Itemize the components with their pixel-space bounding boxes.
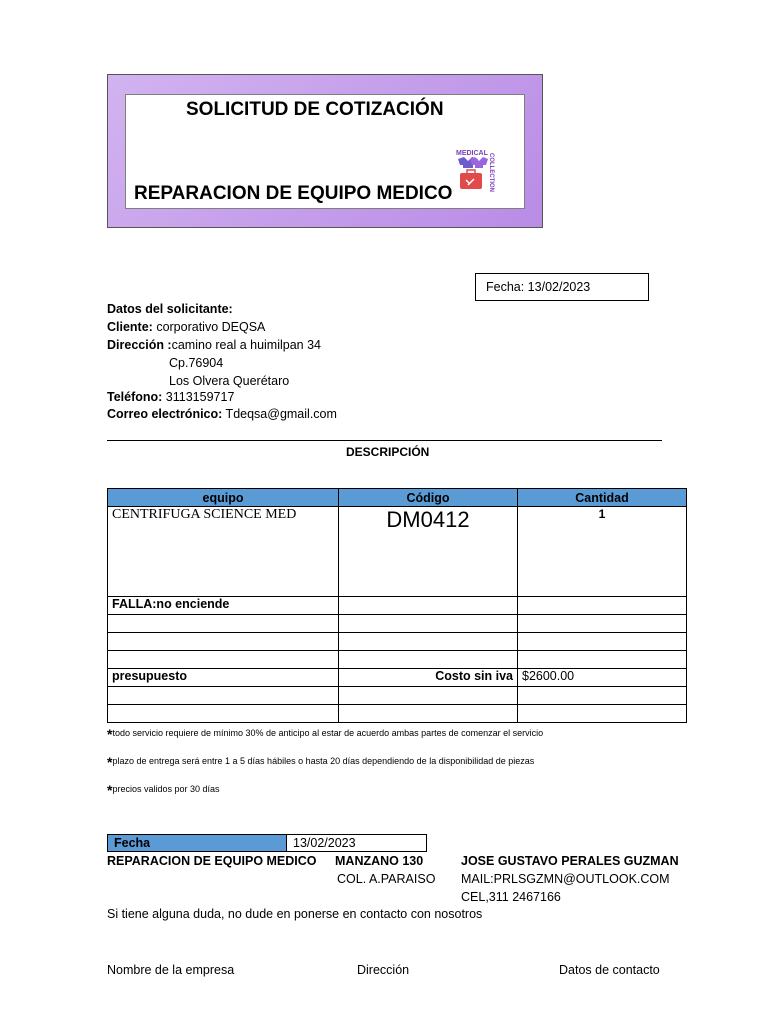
cliente-value: corporativo DEQSA bbox=[152, 320, 266, 334]
note-plazo: *plazo de entrega será entre 1 a 5 días hábiles o hasta 20 días dependiendo de la disponibilidad de piezas bbox=[107, 754, 535, 770]
codigo-cell: DM0412 bbox=[339, 507, 518, 597]
header-equipo: equipo bbox=[108, 489, 339, 507]
section-title: DESCRIPCIÓN bbox=[346, 445, 430, 459]
note-precios: *precios validos por 30 días bbox=[107, 782, 220, 798]
presupuesto-cell: presupuesto bbox=[108, 669, 339, 687]
direccion-label: Dirección : bbox=[107, 338, 172, 352]
table-cell bbox=[108, 651, 339, 669]
table-row bbox=[108, 597, 687, 615]
table-cell bbox=[518, 705, 687, 723]
table-cell bbox=[108, 615, 339, 633]
requester-heading: Datos del solicitante: bbox=[107, 302, 233, 316]
header-cantidad: Cantidad bbox=[518, 489, 687, 507]
table-cell bbox=[339, 633, 518, 651]
footer-company: REPARACION DE EQUIPO MEDICO bbox=[107, 854, 317, 868]
table-row bbox=[108, 615, 687, 633]
quote-table bbox=[107, 488, 687, 723]
footer-address2: COL. A.PARAISO bbox=[337, 872, 436, 886]
costo-label-cell: Costo sin iva bbox=[339, 669, 518, 687]
table-cell bbox=[339, 597, 518, 615]
table-cell bbox=[518, 651, 687, 669]
header-panel bbox=[125, 94, 525, 209]
document-title: SOLICITUD DE COTIZACIÓN bbox=[186, 99, 444, 120]
correo-line bbox=[107, 407, 337, 421]
logo-text-medical: MEDICAL bbox=[456, 150, 488, 157]
footer-contact-cel: CEL,311 2467166 bbox=[461, 890, 561, 904]
document-subtitle: REPARACION DE EQUIPO MEDICO bbox=[134, 183, 453, 204]
table-header-row bbox=[108, 489, 687, 507]
table-cell bbox=[339, 705, 518, 723]
header-banner bbox=[107, 74, 543, 228]
table-cell bbox=[339, 651, 518, 669]
correo-value: Tdeqsa@gmail.com bbox=[222, 407, 337, 421]
table-row bbox=[108, 669, 687, 687]
table-row bbox=[108, 687, 687, 705]
table-cell bbox=[518, 615, 687, 633]
table-cell bbox=[339, 615, 518, 633]
table-row bbox=[108, 633, 687, 651]
table-row bbox=[108, 651, 687, 669]
table-cell bbox=[108, 633, 339, 651]
telefono-line bbox=[107, 390, 234, 404]
table-cell bbox=[518, 633, 687, 651]
footer-fecha-value: 13/02/2023 bbox=[286, 834, 427, 852]
table-cell bbox=[108, 687, 339, 705]
table-cell bbox=[108, 705, 339, 723]
costo-value-cell: $2600.00 bbox=[518, 669, 687, 687]
date-box: Fecha: 13/02/2023 bbox=[475, 273, 649, 301]
telefono-value: 3113159717 bbox=[162, 390, 235, 404]
telefono-label: Teléfono: bbox=[107, 390, 163, 404]
note-anticipo: *todo servicio requiere de mínimo 30% de anticipo al estar de acuerdo ambas partes de comenzar el servicio bbox=[107, 726, 544, 742]
cliente-line bbox=[107, 320, 265, 334]
header-codigo: Código bbox=[339, 489, 518, 507]
table-row bbox=[108, 705, 687, 723]
table-row bbox=[108, 507, 687, 597]
logo-text-collection: COLLECTION bbox=[488, 153, 494, 192]
falla-cell: FALLA:no enciende bbox=[108, 597, 339, 615]
section-divider bbox=[107, 440, 662, 441]
footer-address1: MANZANO 130 bbox=[335, 854, 424, 868]
footer-contact-mail: MAIL:PRLSGZMN@OUTLOOK.COM bbox=[461, 872, 670, 886]
table-cell bbox=[339, 687, 518, 705]
footer-col-address: Dirección bbox=[357, 963, 410, 977]
footer-col-contact: Datos de contacto bbox=[559, 963, 660, 977]
table-cell bbox=[518, 687, 687, 705]
footer-contact-name: JOSE GUSTAVO PERALES GUZMAN bbox=[461, 854, 679, 868]
correo-label: Correo electrónico: bbox=[107, 407, 223, 421]
direccion-cp: Cp.76904 bbox=[169, 356, 224, 370]
direccion-line bbox=[107, 338, 321, 352]
direccion-value: camino real a huimilpan 34 bbox=[171, 338, 321, 352]
footer-question: Si tiene alguna duda, no dude en ponerse en contacto con nosotros bbox=[107, 907, 483, 921]
footer-col-company: Nombre de la empresa bbox=[107, 963, 235, 977]
cantidad-cell: 1 bbox=[518, 507, 687, 597]
footer-fecha-label: Fecha bbox=[107, 834, 287, 852]
table-cell bbox=[518, 597, 687, 615]
medical-collection-logo bbox=[456, 147, 502, 203]
equipo-cell: CENTRIFUGA SCIENCE MED bbox=[108, 507, 339, 597]
direccion-city: Los Olvera Querétaro bbox=[169, 374, 290, 388]
cliente-label: Cliente: bbox=[107, 320, 153, 334]
